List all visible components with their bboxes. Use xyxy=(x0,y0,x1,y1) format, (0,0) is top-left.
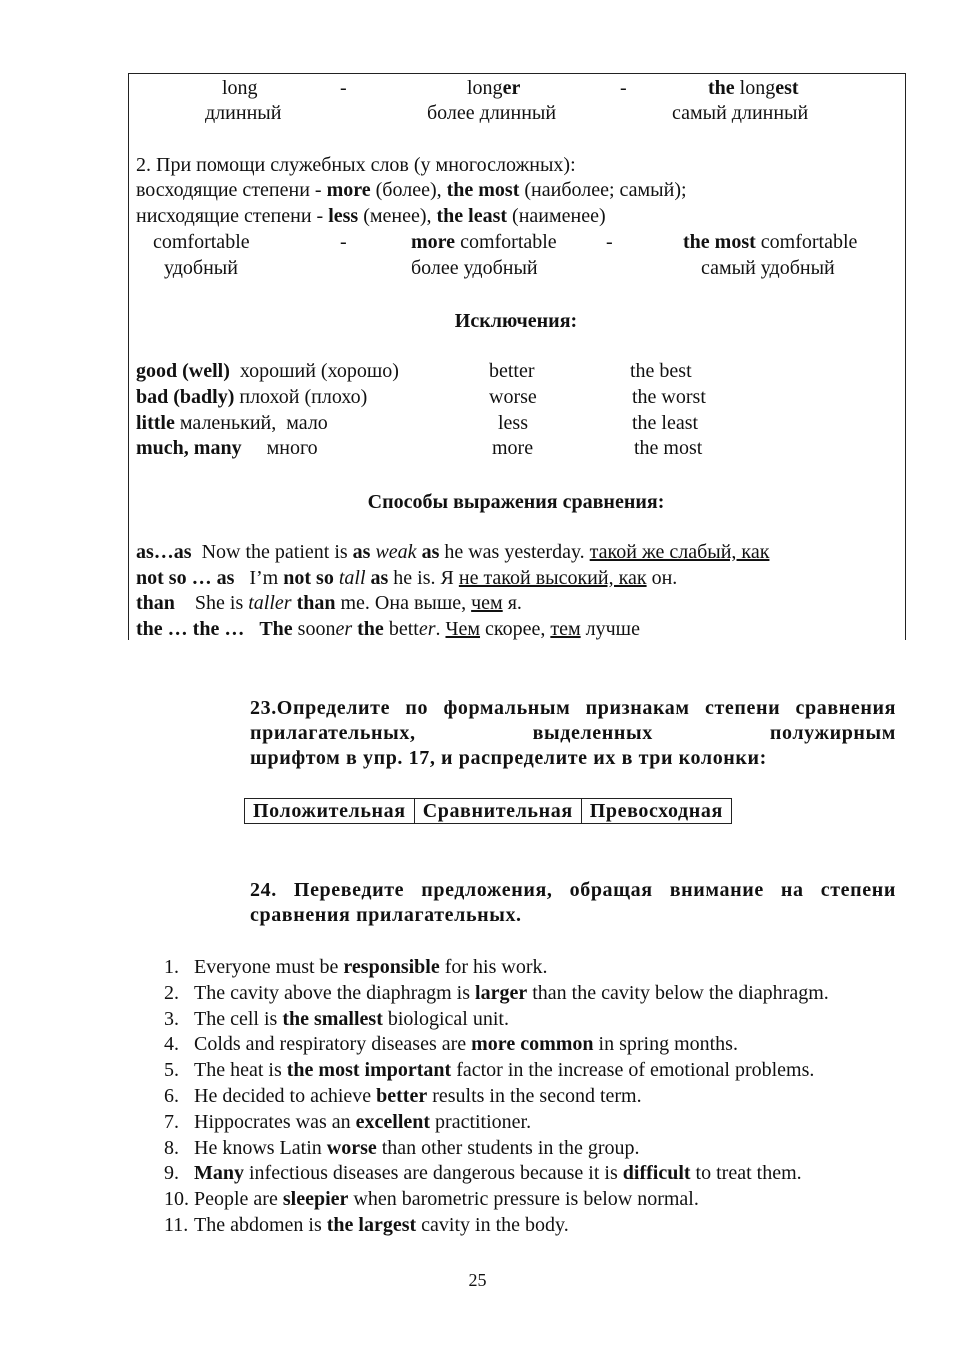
list-item xyxy=(164,1187,896,1213)
positive-form-comfortable: comfortable xyxy=(153,231,250,253)
translation-positive: длинный xyxy=(205,102,282,124)
comparison-as-as: as…as Now the patient is as weak as he was yesterday. такой же слабый, как xyxy=(136,541,770,563)
column-comparative: Сравнительная xyxy=(414,799,581,824)
list-item xyxy=(164,1110,896,1136)
exception-superlative: the best xyxy=(630,360,692,382)
task-23-instruction xyxy=(250,696,896,771)
list-item xyxy=(164,1007,896,1033)
exception-comparative: worse xyxy=(489,386,537,408)
sentences-list xyxy=(164,955,896,1239)
exception-much-many: much, many много xyxy=(136,437,318,459)
list-item xyxy=(164,1032,896,1058)
list-item xyxy=(164,1136,896,1162)
comparative-form-longer: longer xyxy=(467,77,521,99)
rule-descending: нисходящие степени - less (менее), the least (наименее) xyxy=(136,205,606,227)
exception-comparative: less xyxy=(498,412,528,434)
item-text: Colds and respiratory diseases are more common in spring months. xyxy=(194,1033,738,1056)
task-24-text: 24. Переведите предложения, обращая внимание на степени xyxy=(250,879,896,901)
item-number: 4. xyxy=(164,1033,179,1056)
exception-bad: bad (badly) плохой (плохо) xyxy=(136,386,368,408)
column-positive: Положительная xyxy=(245,799,415,824)
positive-form-long: long xyxy=(222,77,258,99)
exception-little: little маленький, мало xyxy=(136,412,328,434)
exception-comparative: better xyxy=(489,360,535,382)
exception-superlative: the most xyxy=(634,437,703,459)
comparison-the-the: the … the … The sooner the better. Чем скорее, тем лучше xyxy=(136,618,640,640)
exception-superlative: the worst xyxy=(632,386,706,408)
task-24-instruction xyxy=(250,878,896,928)
item-number: 5. xyxy=(164,1059,179,1082)
translation-positive: удобный xyxy=(164,257,238,279)
item-number: 7. xyxy=(164,1110,179,1133)
page-number: 25 xyxy=(468,1270,487,1290)
list-item xyxy=(164,955,896,981)
translation-comparative: более удобный xyxy=(411,257,538,279)
superlative-form-most-comfortable: the most comfortable xyxy=(683,231,858,253)
exception-good: good (well) хороший (хорошо) xyxy=(136,360,399,382)
dash: - xyxy=(620,77,627,99)
item-number: 8. xyxy=(164,1136,179,1159)
item-text: Hippocrates was an excellent practitioner. xyxy=(194,1110,532,1133)
item-number: 11. xyxy=(164,1213,189,1236)
exceptions-heading: Исключения: xyxy=(454,310,578,332)
task-23-text-end: шрифтом в упр. 17, и распределите их в три колонки: xyxy=(250,747,767,769)
rule-ascending: восходящие степени - more (более), the most (наиболее; самый); xyxy=(136,179,687,201)
column-superlative: Превосходная xyxy=(581,799,731,824)
item-text: He knows Latin worse than other students in the group. xyxy=(194,1136,640,1159)
superlative-form-longest: the longest xyxy=(708,77,799,99)
item-text: He decided to achieve better results in the second term. xyxy=(194,1084,642,1107)
dash: - xyxy=(340,77,347,99)
list-item xyxy=(164,1213,896,1239)
item-text: People are sleepier when barometric pressure is below normal. xyxy=(194,1188,699,1211)
comparison-not-so-as: not so … as I’m not so tall as he is. Я не такой высокий, как он. xyxy=(136,567,678,589)
comparative-form-more-comfortable: more comfortable xyxy=(411,231,557,253)
comparison-heading: Способы выражения сравнения: xyxy=(367,491,665,513)
item-number: 2. xyxy=(164,981,179,1004)
item-number: 6. xyxy=(164,1084,179,1107)
degree-columns-table xyxy=(244,798,732,824)
list-item xyxy=(164,1161,896,1187)
item-number: 10. xyxy=(164,1188,189,1211)
item-text: The cavity above the diaphragm is larger than the cavity below the diaphragm. xyxy=(194,981,829,1004)
comparison-than: than She is taller than me. Она выше, чем я. xyxy=(136,592,522,614)
list-item xyxy=(164,1058,896,1084)
exception-comparative: more xyxy=(492,437,534,459)
task-23-text: 23.Определите по формальным признакам степени сравнения прилагательных, выделенных полужирным xyxy=(250,697,896,744)
item-number: 3. xyxy=(164,1007,179,1030)
item-text: The cell is the smallest biological unit. xyxy=(194,1007,509,1030)
translation-superlative: самый длинный xyxy=(672,102,809,124)
translation-comparative: более длинный xyxy=(427,102,557,124)
translation-superlative: самый удобный xyxy=(701,257,835,279)
item-text: Everyone must be responsible for his work. xyxy=(194,956,548,978)
task-24-text-end: сравнения прилагательных. xyxy=(250,904,522,926)
item-text: The abdomen is the largest cavity in the body. xyxy=(194,1213,569,1236)
dash: - xyxy=(340,231,347,253)
exception-superlative: the least xyxy=(632,412,699,434)
item-number: 9. xyxy=(164,1162,179,1185)
item-text: Many infectious diseases are dangerous because it is difficult to treat them. xyxy=(194,1162,802,1185)
dash: - xyxy=(606,231,613,253)
rule-2-title: 2. При помощи служебных слов (у многосложных): xyxy=(136,154,576,176)
list-item xyxy=(164,1084,896,1110)
item-number: 1. xyxy=(164,956,179,978)
list-item xyxy=(164,981,896,1007)
item-text: The heat is the most important factor in the increase of emotional problems. xyxy=(194,1059,815,1082)
